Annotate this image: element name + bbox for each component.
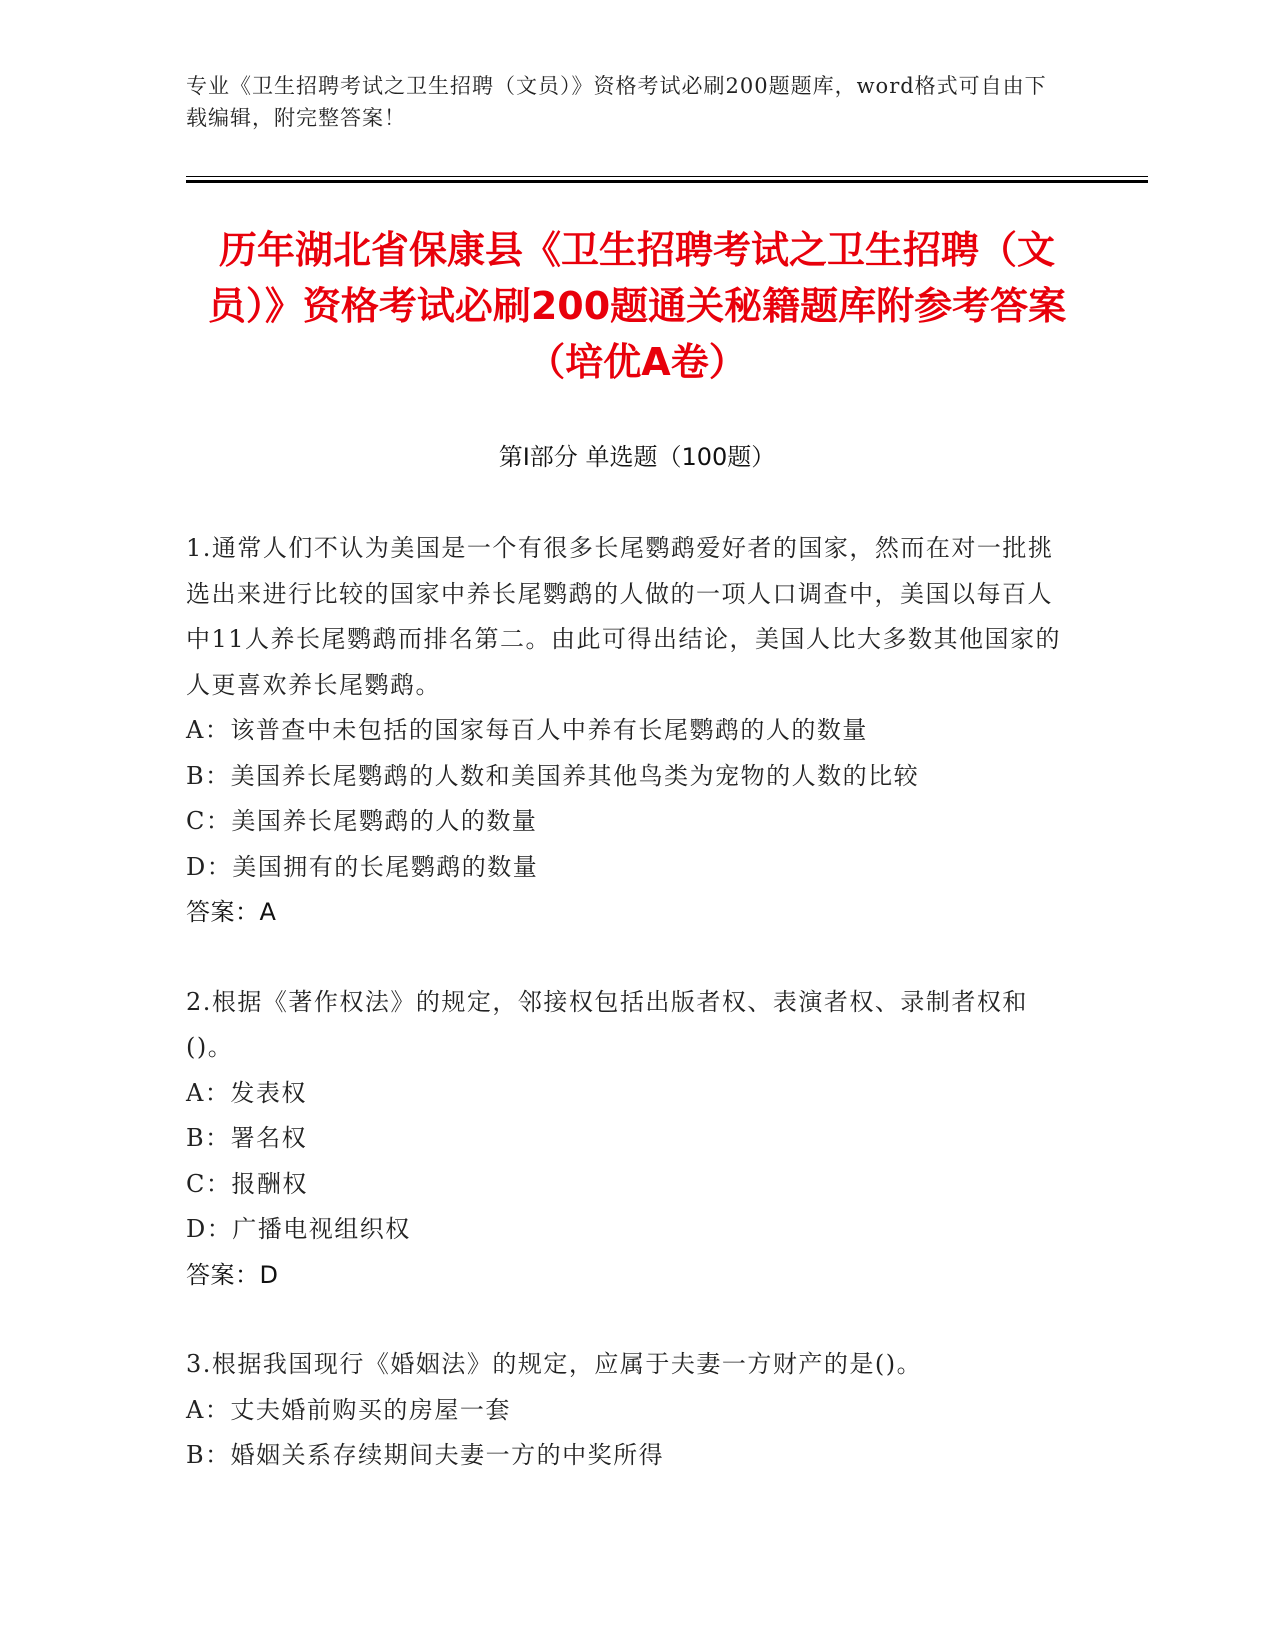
option-a: A：发表权 [186,1078,307,1107]
question-2 [186,980,1066,1299]
option-b: B：美国养长尾鹦鹉的人数和美国养其他鸟类为宠物的人数的比较 [186,761,920,790]
question-list [186,526,1066,1479]
option-a: A：丈夫婚前购买的房屋一套 [186,1395,511,1424]
question-3 [186,1342,1066,1479]
option-d: D：广播电视组织权 [186,1215,411,1243]
option-a: A：该普查中未包括的国家每百人中养有长尾鹦鹉的人的数量 [186,716,868,744]
answer-line: 答案：D [186,1260,279,1289]
header-note: 专业《卫生招聘考试之卫生招聘（文员）》资格考试必刷200题题库，word格式可自由下载编辑，附完整答案！ [186,74,1047,130]
option-d: D：美国拥有的长尾鹦鹉的数量 [186,852,539,881]
document-title: 历年湖北省保康县《卫生招聘考试之卫生招聘（文员）》资格考试必刷200题通关秘籍题库附参考答案（培优A卷） [207,228,1067,384]
option-c: C：美国养长尾鹦鹉的人的数量 [186,807,538,835]
option-b: B：婚姻关系存续期间夫妻一方的中奖所得 [186,1441,665,1469]
question-1 [186,526,1066,936]
option-b: B：署名权 [186,1124,308,1152]
header-divider-thin [186,176,1148,177]
question-stem: 2.根据《著作权法》的规定，邻接权包括出版者权、表演者权、录制者权和()。 [186,987,1028,1061]
option-c: C：报酬权 [186,1169,308,1198]
section-title: 第Ⅰ部分 单选题（100题） [498,443,776,471]
answer-line: 答案：A [186,898,277,926]
header-divider-thick [186,180,1148,183]
question-stem: 1.通常人们不认为美国是一个有很多长尾鹦鹉爱好者的国家，然而在对一批挑选出来进行比较的国家中养长尾鹦鹉的人做的一项人口调查中，美国以每百人中11人养长尾鹦鹉而排名第二。由此可得出结论，美国人比大多数其他国家的人更喜欢养长尾鹦鹉。 [186,534,1062,699]
question-stem: 3.根据我国现行《婚姻法》的规定，应属于夫妻一方财产的是()。 [186,1350,923,1378]
